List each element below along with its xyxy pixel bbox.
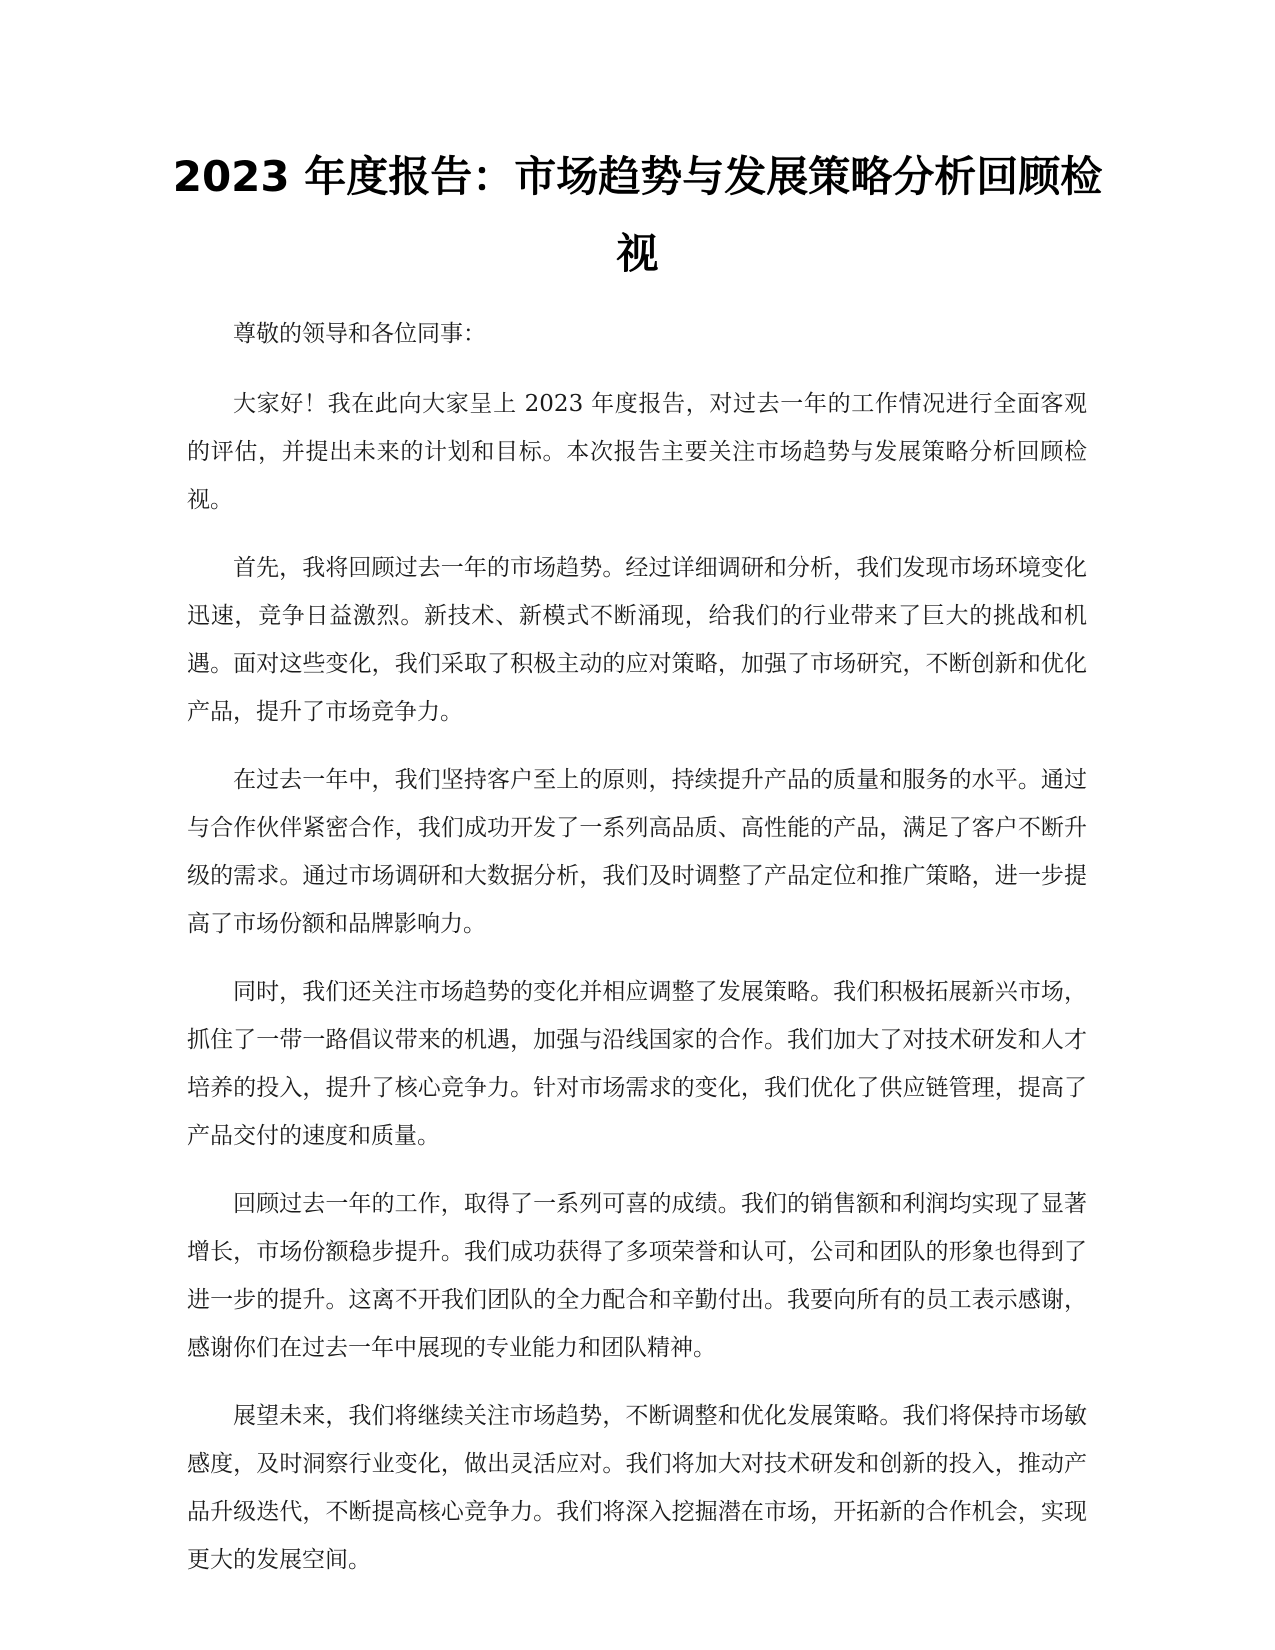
paragraph-market-trends: 首先，我将回顾过去一年的市场趋势。经过详细调研和分析，我们发现市场环境变化迅速，竞争日益激烈。新技术、新模式不断涌现，给我们的行业带来了巨大的挑战和机遇。面对这些变化，我们采取了积极主动的应对策略，加强了市场研究，不断创新和优化产品，提升了市场竞争力。 bbox=[187, 555, 1087, 725]
paragraph-achievements: 回顾过去一年的工作，取得了一系列可喜的成绩。我们的销售额和利润均实现了显著增长，市场份额稳步提升。我们成功获得了多项荣誉和认可，公司和团队的形象也得到了进一步的提升。这离不开我们团队的全力配合和辛勤付出。我要向所有的员工表示感谢，感谢你们在过去一年中展现的专业能力和团队精神。 bbox=[187, 1191, 1087, 1361]
paragraph-customer-first: 在过去一年中，我们坚持客户至上的原则，持续提升产品的质量和服务的水平。通过与合作伙伴紧密合作，我们成功开发了一系列高品质、高性能的产品，满足了客户不断升级的需求。通过市场调研和大数据分析，我们及时调整了产品定位和推广策略，进一步提高了市场份额和品牌影响力。 bbox=[187, 767, 1087, 937]
paragraph-strategy-adjustment: 同时，我们还关注市场趋势的变化并相应调整了发展策略。我们积极拓展新兴市场，抓住了一带一路倡议带来的机遇，加强与沿线国家的合作。我们加大了对技术研发和人才培养的投入，提升了核心竞争力。针对市场需求的变化，我们优化了供应链管理，提高了产品交付的速度和质量。 bbox=[187, 979, 1087, 1149]
document-title: 2023 年度报告：市场趋势与发展策略分析回顾检视 bbox=[172, 152, 1103, 278]
paragraph-outlook: 展望未来，我们将继续关注市场趋势，不断调整和优化发展策略。我们将保持市场敏感度，及时洞察行业变化，做出灵活应对。我们将加大对技术研发和创新的投入，推动产品升级迭代，不断提高核心竞争力。我们将深入挖掘潜在市场，开拓新的合作机会，实现更大的发展空间。 bbox=[187, 1403, 1087, 1573]
salutation: 尊敬的领导和各位同事： bbox=[233, 321, 486, 347]
paragraph-intro: 大家好！我在此向大家呈上 2023 年度报告，对过去一年的工作情况进行全面客观的评估，并提出未来的计划和目标。本次报告主要关注市场趋势与发展策略分析回顾检视。 bbox=[187, 391, 1087, 513]
document-body bbox=[187, 310, 1087, 1604]
